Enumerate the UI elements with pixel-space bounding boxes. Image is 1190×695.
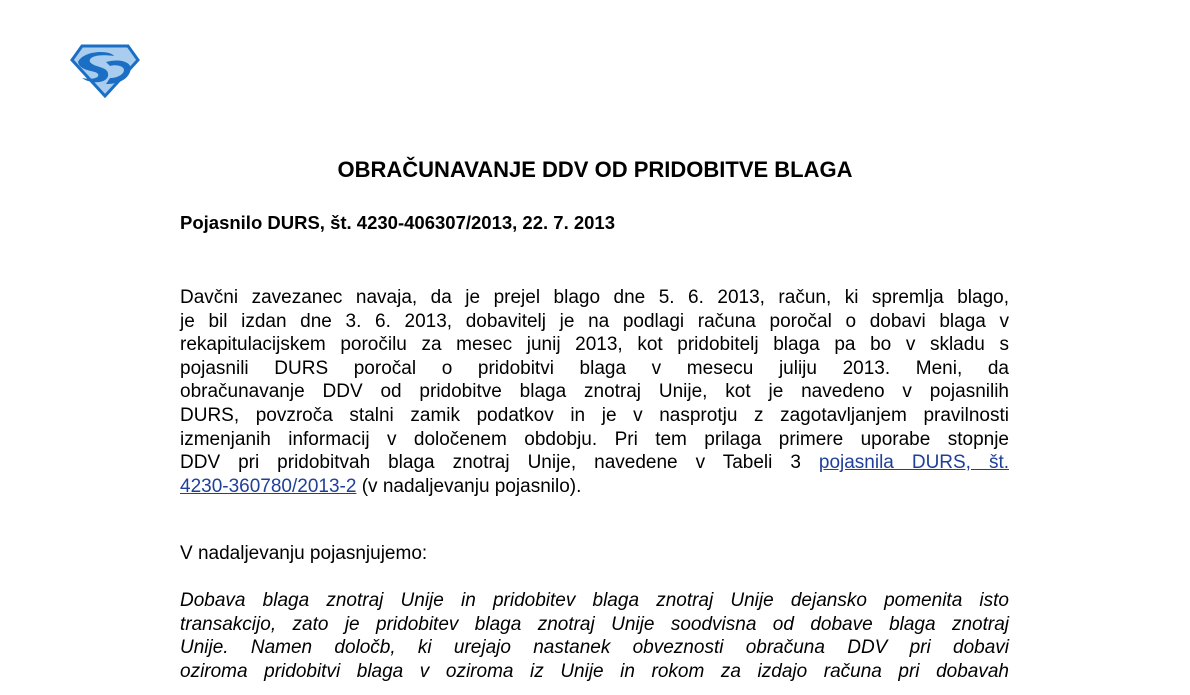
document-title: OBRAČUNAVANJE DDV OD PRIDOBITVE BLAGA (337, 157, 853, 182)
paragraph-2 (180, 542, 1009, 566)
text-line: izmenjanih informacij v določenem obdobju. Pri tem prilaga primere uporabe stopnje (180, 428, 1009, 450)
text-line: Dobava blaga znotraj Unije in pridobitev blaga znotraj Unije dejansko pomenita isto (180, 590, 1009, 611)
text-segment: DDV pri pridobitvah blaga znotraj Unije, navedene v Tabeli 3 (180, 452, 801, 474)
paragraph-3 (180, 589, 1009, 683)
paragraph-1 (180, 286, 1009, 498)
text-line: obračunavanje DDV od pridobitve blaga znotraj Unije, kot je navedeno v pojasnilih (180, 381, 1009, 403)
text-line (180, 475, 1009, 499)
text-line: DURS, povzroča stalni zamik podatkov in je v nasprotju z zagotavljanjem pravilnosti (180, 404, 1009, 426)
text-line: rekapitulacijskem poročilu za mesec junij 2013, kot pridobitelj blaga pa bo v skladu s (180, 334, 1009, 356)
pojasnilo-link-cont[interactable]: 4230-360780/2013-2 (180, 475, 357, 497)
document-subtitle: Pojasnilo DURS, št. 4230-406307/2013, 22. 7. 2013 (180, 212, 616, 233)
text-line: V nadaljevanju pojasnjujemo: (180, 543, 428, 564)
text-line (180, 451, 1009, 475)
text-line: oziroma pridobitvi blaga v oziroma iz Unije in rokom za izdajo računa pri dobavah (180, 660, 1009, 682)
text-line: Davčni zavezanec navaja, da je prejel blago dne 5. 6. 2013, račun, ki spremlja blago, (180, 287, 1009, 308)
text-line: transakcijo, zato je pridobitev blaga znotraj Unije soodvisna od dobave blaga znotraj (180, 613, 1009, 635)
text-line: je bil izdan dne 3. 6. 2013, dobavitelj je na podlagi računa poročal o dobavi blaga v (180, 310, 1009, 332)
pojasnilo-link[interactable]: pojasnila DURS, št. (818, 452, 1009, 474)
text-line: Unije. Namen določb, ki urejajo nastanek obveznosti obračuna DDV pri dobavi (180, 637, 1009, 659)
text-line: pojasnili DURS poročal o pridobitvi blaga v mesecu juliju 2013. Meni, da (180, 357, 1009, 379)
text-segment: (v nadaljevanju pojasnilo). (356, 475, 582, 497)
company-logo (70, 44, 140, 98)
